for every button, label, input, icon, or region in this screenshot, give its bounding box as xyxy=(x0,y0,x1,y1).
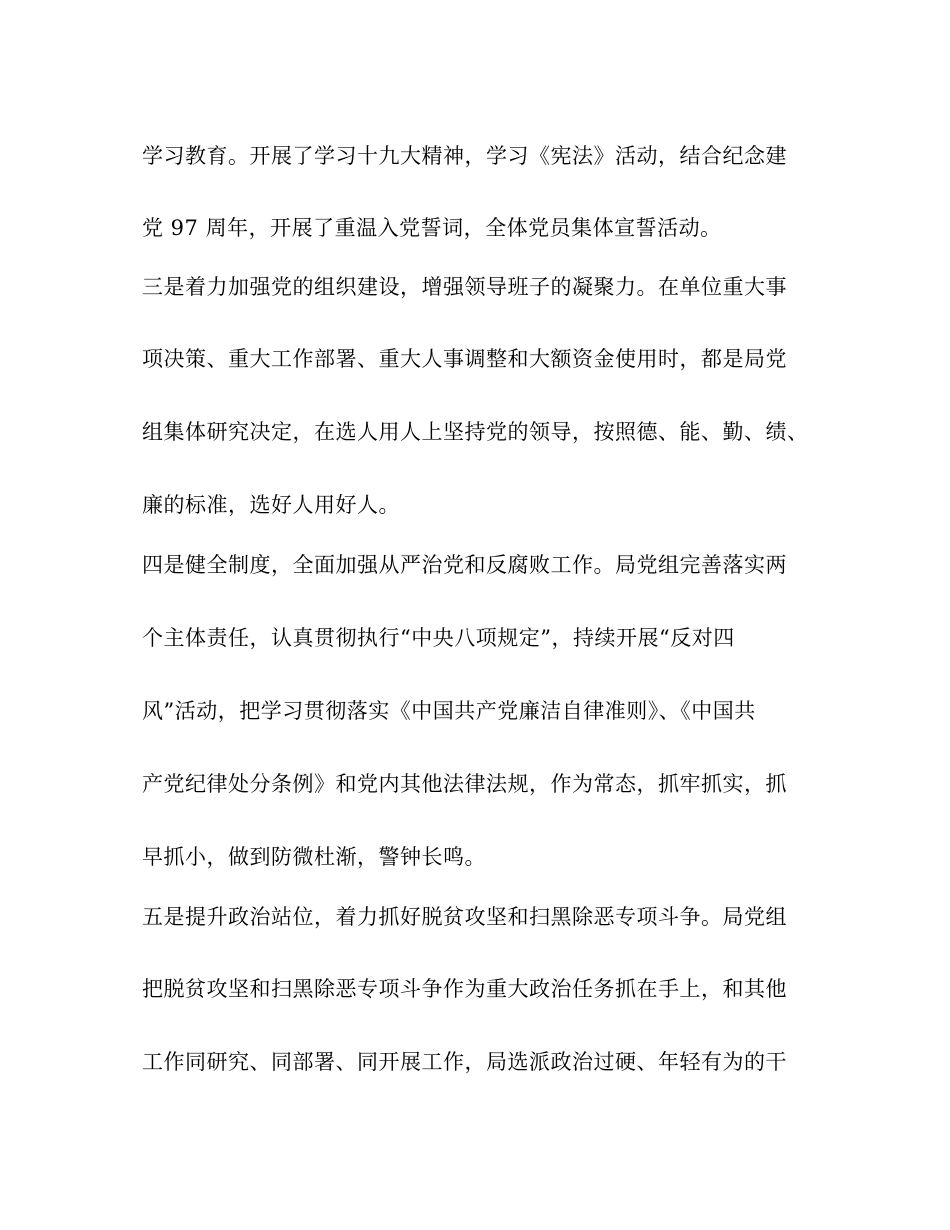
text-line: 把脱贫攻坚和扫黑除恶专项斗争作为重大政治任务抓在手上，和其他 xyxy=(142,977,787,1001)
text-line: 学习教育。开展了学习十九大精神，学习《宪法》活动，结合纪念建 xyxy=(142,144,787,168)
text-line: 组集体研究决定，在选人用人上坚持党的领导，按照德、能、勤、绩、 xyxy=(142,420,809,444)
text-line: 廉的标准，选好人用好人。 xyxy=(142,493,400,517)
paragraph-start-line: 五是提升政治站位，着力抓好脱贫攻坚和扫黑除恶专项斗争。局党组 xyxy=(142,905,787,929)
text-line: 个主体责任，认真贯彻执行“中央八项规定”，持续开展“反对四 xyxy=(142,626,735,650)
text-line: 风”活动，把学习贯彻落实《中国共产党廉洁自律准则》、《中国共 xyxy=(142,699,756,723)
paragraph-start-line: 四是健全制度，全面加强从严治党和反腐败工作。局党组完善落实两 xyxy=(142,553,787,577)
text-line: 项决策、重大工作部署、重大人事调整和大额资金使用时，都是局党 xyxy=(142,347,787,371)
text-line: 党 97 周年，开展了重温入党誓词，全体党员集体宣誓活动。 xyxy=(142,216,722,240)
text-line: 产党纪律处分条例》和党内其他法律法规，作为常态，抓牢抓实，抓 xyxy=(142,772,787,796)
text-line: 工作同研究、同部署、同开展工作，局选派政治过硬、年轻有为的干 xyxy=(142,1050,787,1074)
paragraph-start-line: 三是着力加强党的组织建设，增强领导班子的凝聚力。在单位重大事 xyxy=(142,275,787,299)
text-line: 早抓小，做到防微杜渐，警钟长鸣。 xyxy=(142,845,486,869)
